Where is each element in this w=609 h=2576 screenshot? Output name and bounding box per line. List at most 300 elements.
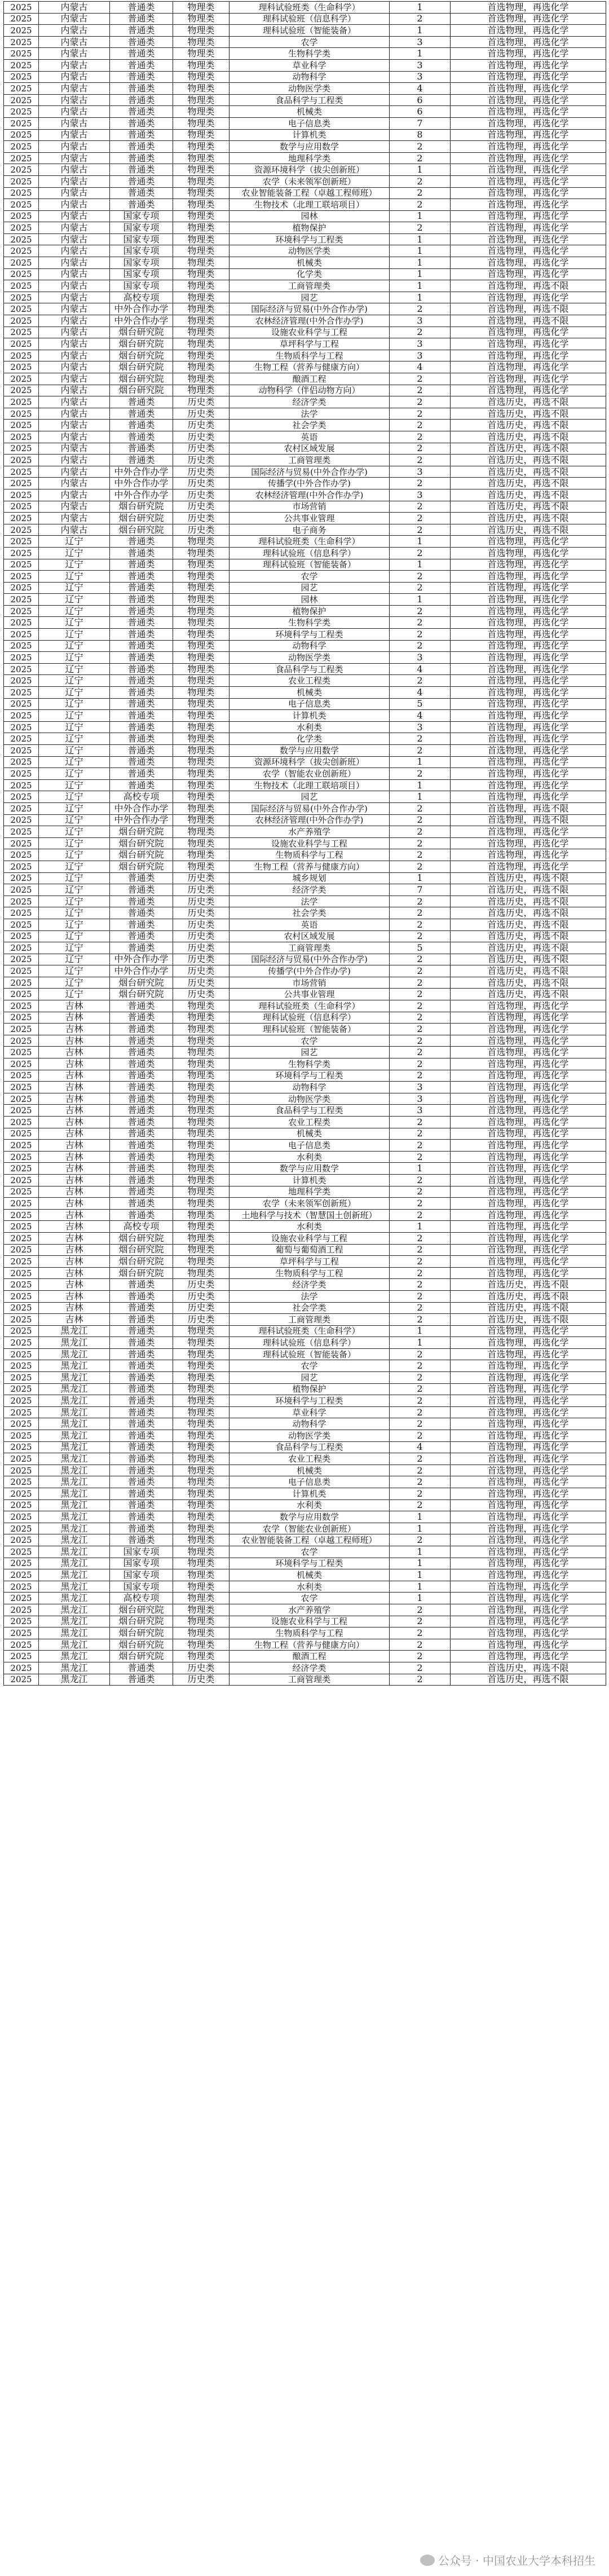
type-cell: 中外合作办学 bbox=[110, 965, 173, 977]
major-cell: 农业工程类 bbox=[230, 675, 390, 687]
year-cell: 2025 bbox=[4, 802, 39, 814]
type-cell: 普通类 bbox=[110, 1499, 173, 1511]
requirement-cell: 首选物理，再选化学 bbox=[451, 1627, 606, 1639]
province-cell: 内蒙古 bbox=[39, 431, 110, 443]
requirement-cell: 首选物理，再选化学 bbox=[451, 1651, 606, 1662]
requirement-cell: 首选物理，再选化学 bbox=[451, 152, 606, 164]
requirement-cell: 首选物理，再选化学 bbox=[451, 199, 606, 211]
type-cell: 普通类 bbox=[110, 1476, 173, 1488]
type-cell: 普通类 bbox=[110, 1024, 173, 1035]
count-cell: 3 bbox=[390, 466, 451, 478]
type-cell: 普通类 bbox=[110, 710, 173, 722]
subject-cell: 历史类 bbox=[173, 455, 230, 466]
subject-cell: 物理类 bbox=[173, 1348, 230, 1360]
table-row bbox=[4, 1476, 606, 1488]
subject-cell: 物理类 bbox=[173, 1070, 230, 1082]
requirement-cell: 首选物理，再选化学 bbox=[451, 117, 606, 129]
province-cell: 辽宁 bbox=[39, 756, 110, 768]
count-cell: 3 bbox=[390, 1093, 451, 1105]
type-cell: 普通类 bbox=[110, 1662, 173, 1674]
table-row bbox=[4, 629, 606, 641]
count-cell: 2 bbox=[390, 478, 451, 489]
type-cell: 中外合作办学 bbox=[110, 489, 173, 501]
count-cell: 1 bbox=[390, 280, 451, 292]
province-cell: 辽宁 bbox=[39, 594, 110, 606]
major-cell: 葡萄与葡萄酒工程 bbox=[230, 1244, 390, 1256]
count-cell: 3 bbox=[390, 721, 451, 733]
count-cell: 2 bbox=[390, 571, 451, 583]
year-cell: 2025 bbox=[4, 164, 39, 176]
province-cell: 吉林 bbox=[39, 1221, 110, 1233]
type-cell: 国家专项 bbox=[110, 222, 173, 234]
year-cell: 2025 bbox=[4, 420, 39, 431]
subject-cell: 历史类 bbox=[173, 919, 230, 930]
province-cell: 内蒙古 bbox=[39, 268, 110, 280]
year-cell: 2025 bbox=[4, 1117, 39, 1128]
major-cell: 经济学类 bbox=[230, 1279, 390, 1291]
table-row bbox=[4, 48, 606, 60]
type-cell: 烟台研究院 bbox=[110, 989, 173, 1000]
major-cell: 水产养殖学 bbox=[230, 1604, 390, 1616]
requirement-cell: 首选物理，再选化学 bbox=[451, 1267, 606, 1279]
year-cell: 2025 bbox=[4, 652, 39, 664]
table-row bbox=[4, 1209, 606, 1221]
province-cell: 吉林 bbox=[39, 1232, 110, 1244]
year-cell: 2025 bbox=[4, 1674, 39, 1686]
subject-cell: 物理类 bbox=[173, 698, 230, 710]
table-row bbox=[4, 919, 606, 930]
major-cell: 理科试验班（信息科学） bbox=[230, 13, 390, 25]
count-cell: 2 bbox=[390, 455, 451, 466]
year-cell: 2025 bbox=[4, 721, 39, 733]
province-cell: 吉林 bbox=[39, 1174, 110, 1186]
count-cell: 2 bbox=[390, 1430, 451, 1442]
requirement-cell: 首选物理，再选化学 bbox=[451, 222, 606, 234]
subject-cell: 历史类 bbox=[173, 1302, 230, 1314]
year-cell: 2025 bbox=[4, 13, 39, 25]
subject-cell: 物理类 bbox=[173, 756, 230, 768]
count-cell: 2 bbox=[390, 222, 451, 234]
year-cell: 2025 bbox=[4, 233, 39, 245]
province-cell: 黑龙江 bbox=[39, 1546, 110, 1558]
count-cell: 5 bbox=[390, 698, 451, 710]
major-cell: 农村区域发展 bbox=[230, 443, 390, 455]
count-cell: 1 bbox=[390, 1511, 451, 1523]
type-cell: 普通类 bbox=[110, 1047, 173, 1058]
subject-cell: 历史类 bbox=[173, 396, 230, 408]
year-cell: 2025 bbox=[4, 1418, 39, 1430]
year-cell: 2025 bbox=[4, 1616, 39, 1627]
major-cell: 数学与应用数学 bbox=[230, 141, 390, 153]
count-cell: 2 bbox=[390, 1290, 451, 1302]
major-cell: 机械类 bbox=[230, 106, 390, 118]
requirement-cell: 首选物理，再选化学 bbox=[451, 594, 606, 606]
year-cell: 2025 bbox=[4, 1604, 39, 1616]
year-cell: 2025 bbox=[4, 48, 39, 60]
year-cell: 2025 bbox=[4, 663, 39, 675]
type-cell: 普通类 bbox=[110, 1198, 173, 1210]
major-cell: 理科试验班类（生命科学） bbox=[230, 1325, 390, 1337]
table-row bbox=[4, 1221, 606, 1233]
province-cell: 黑龙江 bbox=[39, 1348, 110, 1360]
major-cell: 计算机类 bbox=[230, 129, 390, 141]
count-cell: 2 bbox=[390, 175, 451, 187]
type-cell: 普通类 bbox=[110, 455, 173, 466]
major-cell: 设施农业科学与工程 bbox=[230, 837, 390, 849]
province-cell: 黑龙江 bbox=[39, 1593, 110, 1604]
count-cell: 2 bbox=[390, 1174, 451, 1186]
requirement-cell: 首选物理，再选化学 bbox=[451, 1117, 606, 1128]
province-cell: 辽宁 bbox=[39, 954, 110, 965]
province-cell: 黑龙江 bbox=[39, 1523, 110, 1534]
table-row bbox=[4, 861, 606, 872]
count-cell: 2 bbox=[390, 513, 451, 524]
province-cell: 内蒙古 bbox=[39, 280, 110, 292]
year-cell: 2025 bbox=[4, 1627, 39, 1639]
type-cell: 普通类 bbox=[110, 942, 173, 954]
major-cell: 草坪科学与工程 bbox=[230, 1256, 390, 1268]
province-cell: 辽宁 bbox=[39, 768, 110, 780]
type-cell: 烟台研究院 bbox=[110, 513, 173, 524]
major-cell: 理科试验班类（生命科学） bbox=[230, 536, 390, 548]
requirement-cell: 首选历史，再选不限 bbox=[451, 466, 606, 478]
year-cell: 2025 bbox=[4, 1523, 39, 1534]
year-cell: 2025 bbox=[4, 1488, 39, 1500]
subject-cell: 物理类 bbox=[173, 1093, 230, 1105]
count-cell: 1 bbox=[390, 164, 451, 176]
year-cell: 2025 bbox=[4, 408, 39, 420]
count-cell: 2 bbox=[390, 1058, 451, 1070]
count-cell: 2 bbox=[390, 861, 451, 872]
province-cell: 辽宁 bbox=[39, 837, 110, 849]
table-row bbox=[4, 1000, 606, 1012]
year-cell: 2025 bbox=[4, 837, 39, 849]
count-cell: 2 bbox=[390, 745, 451, 757]
type-cell: 普通类 bbox=[110, 536, 173, 548]
requirement-cell: 首选物理，再选化学 bbox=[451, 547, 606, 559]
year-cell: 2025 bbox=[4, 501, 39, 513]
type-cell: 普通类 bbox=[110, 1534, 173, 1546]
major-cell: 经济学类 bbox=[230, 1662, 390, 1674]
table-row bbox=[4, 152, 606, 164]
table-row bbox=[4, 1534, 606, 1546]
year-cell: 2025 bbox=[4, 605, 39, 617]
province-cell: 吉林 bbox=[39, 1244, 110, 1256]
requirement-cell: 首选物理，再选化学 bbox=[451, 1000, 606, 1012]
type-cell: 烟台研究院 bbox=[110, 977, 173, 989]
province-cell: 黑龙江 bbox=[39, 1441, 110, 1453]
subject-cell: 物理类 bbox=[173, 1569, 230, 1581]
type-cell: 国家专项 bbox=[110, 1558, 173, 1569]
major-cell: 农业智能装备工程（卓越工程师班） bbox=[230, 187, 390, 199]
subject-cell: 物理类 bbox=[173, 1639, 230, 1651]
major-cell: 食品科学与工程类 bbox=[230, 94, 390, 106]
major-cell: 农业工程类 bbox=[230, 1117, 390, 1128]
count-cell: 1 bbox=[390, 1163, 451, 1175]
requirement-cell: 首选物理，再选化学 bbox=[451, 1476, 606, 1488]
table-row bbox=[4, 965, 606, 977]
count-cell: 2 bbox=[390, 396, 451, 408]
type-cell: 普通类 bbox=[110, 1082, 173, 1093]
province-cell: 内蒙古 bbox=[39, 175, 110, 187]
type-cell: 中外合作办学 bbox=[110, 802, 173, 814]
province-cell: 辽宁 bbox=[39, 942, 110, 954]
year-cell: 2025 bbox=[4, 1395, 39, 1407]
requirement-cell: 首选物理，再选化学 bbox=[451, 361, 606, 373]
count-cell: 1 bbox=[390, 756, 451, 768]
major-cell: 传播学(中外合作办学) bbox=[230, 965, 390, 977]
table-row bbox=[4, 802, 606, 814]
subject-cell: 物理类 bbox=[173, 1244, 230, 1256]
subject-cell: 物理类 bbox=[173, 1198, 230, 1210]
requirement-cell: 首选历史，再选不限 bbox=[451, 455, 606, 466]
count-cell: 1 bbox=[390, 1546, 451, 1558]
count-cell: 3 bbox=[390, 315, 451, 327]
year-cell: 2025 bbox=[4, 861, 39, 872]
year-cell: 2025 bbox=[4, 756, 39, 768]
requirement-cell: 首选物理，再选化学 bbox=[451, 350, 606, 361]
table-row bbox=[4, 675, 606, 687]
year-cell: 2025 bbox=[4, 268, 39, 280]
subject-cell: 物理类 bbox=[173, 1047, 230, 1058]
major-cell: 电子信息类 bbox=[230, 698, 390, 710]
major-cell: 水产养殖学 bbox=[230, 826, 390, 838]
table-row bbox=[4, 513, 606, 524]
province-cell: 内蒙古 bbox=[39, 13, 110, 25]
table-row bbox=[4, 884, 606, 896]
province-cell: 内蒙古 bbox=[39, 25, 110, 37]
subject-cell: 物理类 bbox=[173, 1453, 230, 1465]
table-row bbox=[4, 1290, 606, 1302]
requirement-cell: 首选物理，再选化学 bbox=[451, 721, 606, 733]
subject-cell: 物理类 bbox=[173, 1186, 230, 1198]
count-cell: 2 bbox=[390, 605, 451, 617]
table-row bbox=[4, 1024, 606, 1035]
type-cell: 普通类 bbox=[110, 1209, 173, 1221]
year-cell: 2025 bbox=[4, 1244, 39, 1256]
province-cell: 吉林 bbox=[39, 1128, 110, 1140]
year-cell: 2025 bbox=[4, 373, 39, 385]
province-cell: 内蒙古 bbox=[39, 513, 110, 524]
type-cell: 国家专项 bbox=[110, 268, 173, 280]
province-cell: 内蒙古 bbox=[39, 187, 110, 199]
requirement-cell: 首选物理，再选化学 bbox=[451, 1348, 606, 1360]
province-cell: 辽宁 bbox=[39, 861, 110, 872]
major-cell: 农林经济管理(中外合作办学) bbox=[230, 315, 390, 327]
province-cell: 内蒙古 bbox=[39, 466, 110, 478]
province-cell: 内蒙古 bbox=[39, 164, 110, 176]
requirement-cell: 首选物理，再选化学 bbox=[451, 779, 606, 791]
major-cell: 资源环境科学（拔尖创新班） bbox=[230, 164, 390, 176]
province-cell: 吉林 bbox=[39, 1267, 110, 1279]
province-cell: 黑龙江 bbox=[39, 1465, 110, 1476]
major-cell: 园林 bbox=[230, 210, 390, 222]
subject-cell: 物理类 bbox=[173, 1267, 230, 1279]
major-cell: 理科试验班（信息科学） bbox=[230, 1012, 390, 1024]
table-row bbox=[4, 443, 606, 455]
table-row bbox=[4, 756, 606, 768]
province-cell: 内蒙古 bbox=[39, 257, 110, 269]
count-cell: 1 bbox=[390, 594, 451, 606]
table-row bbox=[4, 536, 606, 548]
type-cell: 国家专项 bbox=[110, 280, 173, 292]
count-cell: 1 bbox=[390, 1325, 451, 1337]
count-cell: 1 bbox=[390, 268, 451, 280]
type-cell: 普通类 bbox=[110, 420, 173, 431]
requirement-cell: 首选历史，再选不限 bbox=[451, 408, 606, 420]
table-row bbox=[4, 280, 606, 292]
province-cell: 辽宁 bbox=[39, 965, 110, 977]
year-cell: 2025 bbox=[4, 675, 39, 687]
major-cell: 水利类 bbox=[230, 1581, 390, 1593]
requirement-cell: 首选物理，再选化学 bbox=[451, 768, 606, 780]
major-cell: 酿酒工程 bbox=[230, 373, 390, 385]
subject-cell: 物理类 bbox=[173, 1174, 230, 1186]
major-cell: 理科试验班（智能装备） bbox=[230, 559, 390, 571]
table-row bbox=[4, 1360, 606, 1372]
type-cell: 烟台研究院 bbox=[110, 1627, 173, 1639]
province-cell: 内蒙古 bbox=[39, 315, 110, 327]
province-cell: 吉林 bbox=[39, 1012, 110, 1024]
type-cell: 普通类 bbox=[110, 687, 173, 699]
count-cell: 2 bbox=[390, 152, 451, 164]
table-row bbox=[4, 954, 606, 965]
major-cell: 电子信息类 bbox=[230, 117, 390, 129]
year-cell: 2025 bbox=[4, 141, 39, 153]
requirement-cell: 首选物理，再选化学 bbox=[451, 257, 606, 269]
count-cell: 2 bbox=[390, 907, 451, 919]
requirement-cell: 首选物理，再选化学 bbox=[451, 1163, 606, 1175]
type-cell: 烟台研究院 bbox=[110, 861, 173, 872]
table-row bbox=[4, 849, 606, 861]
province-cell: 内蒙古 bbox=[39, 152, 110, 164]
requirement-cell: 首选物理，再选化学 bbox=[451, 1511, 606, 1523]
province-cell: 辽宁 bbox=[39, 884, 110, 896]
year-cell: 2025 bbox=[4, 175, 39, 187]
requirement-cell: 首选物理，再选化学 bbox=[451, 1372, 606, 1384]
province-cell: 吉林 bbox=[39, 1198, 110, 1210]
major-cell: 国际经济与贸易(中外合作办学) bbox=[230, 466, 390, 478]
year-cell: 2025 bbox=[4, 942, 39, 954]
type-cell: 普通类 bbox=[110, 83, 173, 95]
year-cell: 2025 bbox=[4, 559, 39, 571]
major-cell: 园艺 bbox=[230, 1372, 390, 1384]
requirement-cell: 首选历史，再选不限 bbox=[451, 1674, 606, 1686]
major-cell: 城乡规划 bbox=[230, 872, 390, 884]
count-cell: 2 bbox=[390, 1117, 451, 1128]
major-cell: 理科试验班（信息科学） bbox=[230, 1337, 390, 1349]
major-cell: 公共事业管理 bbox=[230, 989, 390, 1000]
subject-cell: 历史类 bbox=[173, 478, 230, 489]
requirement-cell: 首选物理，再选化学 bbox=[451, 582, 606, 594]
subject-cell: 物理类 bbox=[173, 1209, 230, 1221]
province-cell: 黑龙江 bbox=[39, 1383, 110, 1395]
subject-cell: 物理类 bbox=[173, 1058, 230, 1070]
type-cell: 普通类 bbox=[110, 175, 173, 187]
type-cell: 普通类 bbox=[110, 71, 173, 83]
year-cell: 2025 bbox=[4, 71, 39, 83]
subject-cell: 物理类 bbox=[173, 338, 230, 350]
table-row bbox=[4, 1105, 606, 1117]
count-cell: 1 bbox=[390, 210, 451, 222]
province-cell: 内蒙古 bbox=[39, 443, 110, 455]
type-cell: 普通类 bbox=[110, 431, 173, 443]
major-cell: 设施农业科学与工程 bbox=[230, 1232, 390, 1244]
table-row bbox=[4, 1430, 606, 1442]
count-cell: 1 bbox=[390, 1593, 451, 1604]
type-cell: 普通类 bbox=[110, 617, 173, 629]
table-row bbox=[4, 350, 606, 361]
requirement-cell: 首选物理，再选化学 bbox=[451, 745, 606, 757]
requirement-cell: 首选物理，再选化学 bbox=[451, 663, 606, 675]
table-row bbox=[4, 338, 606, 350]
count-cell: 1 bbox=[390, 25, 451, 37]
table-row bbox=[4, 385, 606, 396]
table-row bbox=[4, 1117, 606, 1128]
count-cell: 2 bbox=[390, 431, 451, 443]
count-cell: 1 bbox=[390, 245, 451, 257]
major-cell: 社会学类 bbox=[230, 420, 390, 431]
subject-cell: 物理类 bbox=[173, 710, 230, 722]
type-cell: 普通类 bbox=[110, 629, 173, 641]
requirement-cell: 首选物理，再选化学 bbox=[451, 1558, 606, 1569]
year-cell: 2025 bbox=[4, 1383, 39, 1395]
count-cell: 7 bbox=[390, 884, 451, 896]
subject-cell: 历史类 bbox=[173, 930, 230, 942]
type-cell: 普通类 bbox=[110, 25, 173, 37]
count-cell: 8 bbox=[390, 129, 451, 141]
province-cell: 内蒙古 bbox=[39, 199, 110, 211]
count-cell: 2 bbox=[390, 1198, 451, 1210]
province-cell: 内蒙古 bbox=[39, 455, 110, 466]
type-cell: 普通类 bbox=[110, 1418, 173, 1430]
major-cell: 动物医学类 bbox=[230, 652, 390, 664]
table-row bbox=[4, 1488, 606, 1500]
year-cell: 2025 bbox=[4, 245, 39, 257]
subject-cell: 物理类 bbox=[173, 629, 230, 641]
count-cell: 1 bbox=[390, 1569, 451, 1581]
count-cell: 2 bbox=[390, 1279, 451, 1291]
year-cell: 2025 bbox=[4, 698, 39, 710]
subject-cell: 物理类 bbox=[173, 1128, 230, 1140]
type-cell: 普通类 bbox=[110, 907, 173, 919]
type-cell: 烟台研究院 bbox=[110, 1616, 173, 1627]
year-cell: 2025 bbox=[4, 814, 39, 826]
table-row bbox=[4, 141, 606, 153]
major-cell: 农学（未来领军创新班） bbox=[230, 1198, 390, 1210]
major-cell: 环境科学与工程类 bbox=[230, 1070, 390, 1082]
major-cell: 农学 bbox=[230, 1360, 390, 1372]
year-cell: 2025 bbox=[4, 919, 39, 930]
count-cell: 2 bbox=[390, 965, 451, 977]
subject-cell: 历史类 bbox=[173, 872, 230, 884]
subject-cell: 物理类 bbox=[173, 1523, 230, 1534]
table-row bbox=[4, 292, 606, 303]
year-cell: 2025 bbox=[4, 303, 39, 315]
major-cell: 园艺 bbox=[230, 1047, 390, 1058]
major-cell: 理科试验班（智能装备） bbox=[230, 25, 390, 37]
requirement-cell: 首选物理，再选化学 bbox=[451, 1128, 606, 1140]
table-row bbox=[4, 1186, 606, 1198]
requirement-cell: 首选物理，再选化学 bbox=[451, 1186, 606, 1198]
type-cell: 普通类 bbox=[110, 36, 173, 48]
year-cell: 2025 bbox=[4, 489, 39, 501]
count-cell: 2 bbox=[390, 675, 451, 687]
subject-cell: 历史类 bbox=[173, 954, 230, 965]
year-cell: 2025 bbox=[4, 1140, 39, 1152]
count-cell: 2 bbox=[390, 802, 451, 814]
table-row bbox=[4, 1616, 606, 1627]
